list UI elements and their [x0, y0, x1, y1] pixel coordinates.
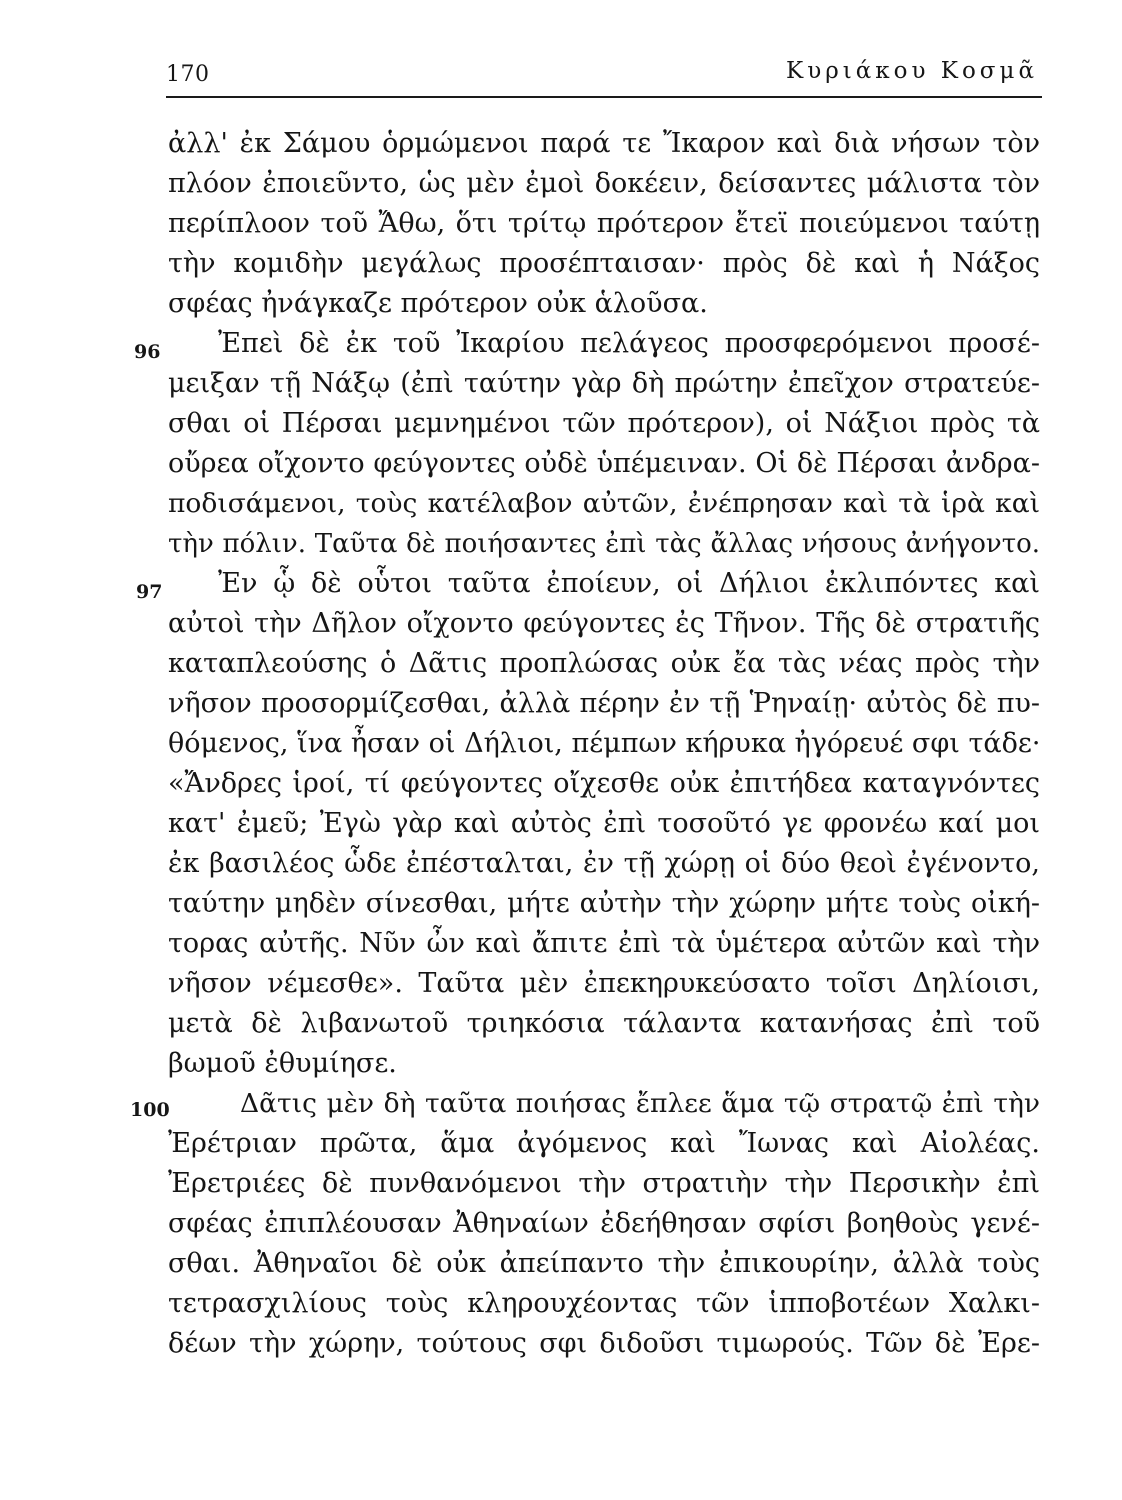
text-line: σφέας ἠνάγκαζε πρότερον οὐκ ἁλοῦσα. — [168, 288, 708, 319]
text-line: καταπλεούσης ὁ Δᾶτις προπλώσας οὐκ ἔα τὰς νέας πρὸς τὴν — [168, 648, 1040, 679]
text-line: σθαι οἱ Πέρσαι μεμνημένοι τῶν πρότερον), οἱ Νάξιοι πρὸς τὰ — [168, 408, 1040, 439]
text-line: «Ἄνδρες ἱροί, τί φεύγοντες οἴχεσθε οὐκ ἐπιτήδεα καταγνόντες — [168, 768, 1040, 799]
running-head: Κυριάκου Κοσμᾶ — [786, 58, 1038, 84]
text-line: τορας αὐτῆς. Νῦν ὦν καὶ ἄπιτε ἐπὶ τὰ ὑμέτερα αὐτῶν καὶ τὴν — [168, 928, 1040, 959]
text-line: σθαι. Ἀθηναῖοι δὲ οὐκ ἀπείπαντο τὴν ἐπικουρίην, ἀλλὰ τοὺς — [168, 1248, 1040, 1279]
text-line: νῆσον νέμεσθε». Ταῦτα μὲν ἐπεκηρυκεύσατο τοῖσι Δηλίοισι, — [168, 968, 1040, 999]
text-line: δέων τὴν χώρην, τούτους σφι διδοῦσι τιμωρούς. Τῶν δὲ Ἐρε- — [168, 1328, 1040, 1359]
text-line: Δᾶτις μὲν δὴ ταῦτα ποιήσας ἔπλεε ἅμα τῷ στρατῷ ἐπὶ τὴν — [240, 1088, 1040, 1119]
text-line: ἀλλ' ἐκ Σάμου ὁρμώμενοι παρά τε Ἴκαρον καὶ διὰ νήσων τὸν — [168, 128, 1040, 159]
text-line: τετρασχιλίους τοὺς κληρουχέοντας τῶν ἱπποβοτέων Χαλκι- — [168, 1288, 1040, 1319]
text-line: ταύτην μηδὲν σίνεσθαι, μήτε αὐτὴν τὴν χώρην μήτε τοὺς οἰκή- — [168, 888, 1040, 919]
text-line: Ἐρέτριαν πρῶτα, ἅμα ἀγόμενος καὶ Ἴωνας καὶ Αἰολέας. — [168, 1128, 1040, 1159]
text-line: Ἐρετριέες δὲ πυνθανόμενοι τὴν στρατιὴν τὴν Περσικὴν ἐπὶ — [168, 1168, 1040, 1199]
text-line: τὴν κομιδὴν μεγάλως προσέπταισαν· πρὸς δὲ καὶ ἡ Νάξος — [168, 248, 1040, 279]
text-line: μετὰ δὲ λιβανωτοῦ τριηκόσια τάλαντα κατανήσας ἐπὶ τοῦ — [168, 1008, 1040, 1039]
text-line: νῆσον προσορμίζεσθαι, ἀλλὰ πέρην ἐν τῇ Ῥηναίῃ· αὐτὸς δὲ πυ- — [168, 688, 1040, 719]
text-line: περίπλοον τοῦ Ἄθω, ὅτι τρίτῳ πρότερον ἔτεϊ ποιεύμενοι ταύτῃ — [168, 208, 1040, 239]
text-line: τὴν πόλιν. Ταῦτα δὲ ποιήσαντες ἐπὶ τὰς ἄλλας νήσους ἀνήγοντο. — [168, 529, 1040, 559]
text-line: Ἐν ᾧ δὲ οὗτοι ταῦτα ἐποίευν, οἱ Δήλιοι ἐκλιπόντες καὶ — [218, 568, 1040, 599]
text-line: κατ' ἐμεῦ; Ἐγὼ γὰρ καὶ αὐτὸς ἐπὶ τοσοῦτό γε φρονέω καί μοι — [168, 808, 1040, 839]
margin-number: 96 — [134, 341, 161, 363]
text-line: πλόον ἐποιεῦντο, ὡς μὲν ἐμοὶ δοκέειν, δείσαντες μάλιστα τὸν — [168, 168, 1040, 199]
text-line: Ἐπεὶ δὲ ἐκ τοῦ Ἰκαρίου πελάγεος προσφερόμενοι προσέ- — [218, 328, 1040, 359]
text-line: οὔρεα οἴχοντο φεύγοντες οὐδὲ ὑπέμειναν. Οἱ δὲ Πέρσαι ἀνδρα- — [168, 448, 1040, 479]
text-line: σφέας ἐπιπλέουσαν Ἀθηναίων ἐδεήθησαν σφίσι βοηθοὺς γενέ- — [168, 1208, 1040, 1239]
text-line: θόμενος, ἵνα ἦσαν οἱ Δήλιοι, πέμπων κήρυκα ἠγόρευέ σφι τάδε· — [168, 728, 1041, 759]
header-rule — [166, 96, 1042, 98]
page-number: 170 — [166, 62, 210, 87]
text-line: μειξαν τῇ Νάξῳ (ἐπὶ ταύτην γὰρ δὴ πρώτην ἐπεῖχον στρατεύε- — [168, 368, 1040, 399]
text-line: αὐτοὶ τὴν Δῆλον οἴχοντο φεύγοντες ἐς Τῆνον. Τῆς δὲ στρατιῆς — [168, 608, 1040, 639]
margin-number: 97 — [136, 581, 163, 603]
text-line: βωμοῦ ἐθυμίησε. — [168, 1048, 397, 1079]
text-line: ποδισάμενοι, τοὺς κατέλαβον αὐτῶν, ἐνέπρησαν καὶ τὰ ἱρὰ καὶ — [168, 488, 1040, 519]
margin-number: 100 — [130, 1099, 170, 1121]
text-line: ἐκ βασιλέος ὧδε ἐπέσταλται, ἐν τῇ χώρῃ οἱ δύο θεοὶ ἐγένοντο, — [168, 848, 1040, 879]
